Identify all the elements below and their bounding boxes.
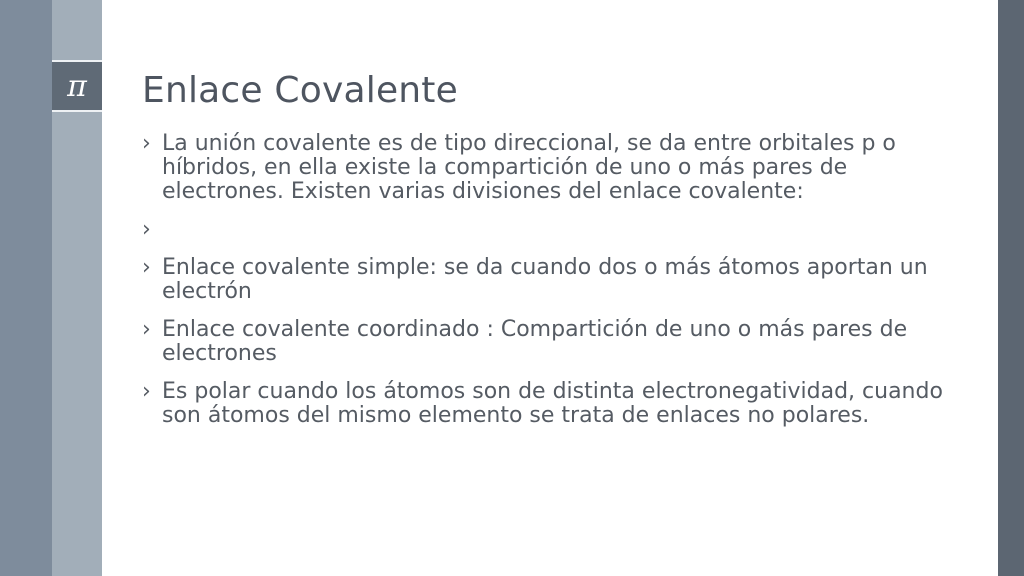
bullet-marker: › (142, 217, 151, 242)
bullet-item (142, 132, 962, 204)
bullet-text: Enlace covalente coordinado : Compartición de uno o más pares de electrones (162, 317, 908, 366)
bullet-item (142, 256, 962, 304)
bullet-list (142, 132, 962, 442)
bullet-text: La unión covalente es de tipo direccional, se da entre orbitales p o híbridos, en ella existe la compartición de uno o más pares de electrones. Existen varias divisiones del enlace covalente: (162, 131, 896, 204)
bullet-item (142, 380, 962, 428)
left-outer-band (0, 0, 52, 576)
bullet-marker: › (142, 255, 151, 280)
bullet-item (142, 318, 962, 366)
bullet-text: Enlace covalente simple: se da cuando dos o más átomos aportan un electrón (162, 255, 928, 304)
right-band (998, 0, 1024, 576)
bullet-text: Es polar cuando los átomos son de distinta electronegatividad, cuando son átomos del mismo elemento se trata de enlaces no polares. (162, 379, 943, 428)
pi-icon: π (52, 60, 102, 112)
bullet-marker: › (142, 379, 151, 404)
bullet-item (142, 218, 962, 242)
bullet-marker: › (142, 317, 151, 342)
slide-title: Enlace Covalente (142, 70, 458, 111)
bullet-marker: › (142, 131, 151, 156)
